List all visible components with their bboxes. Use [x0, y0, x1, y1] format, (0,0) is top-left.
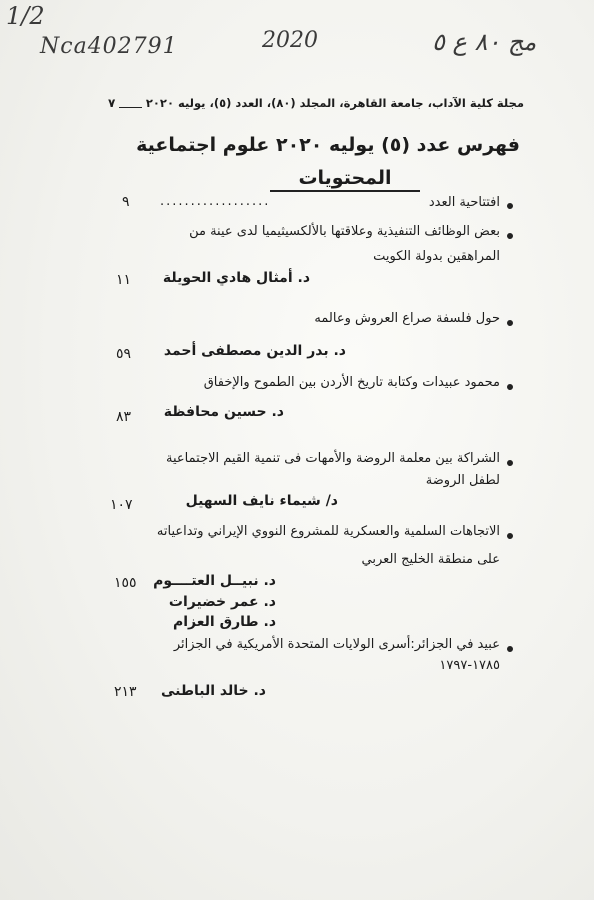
entry-title-continued: المراهقين بدولة الكويت — [373, 249, 500, 264]
page-number: ٨٣ — [116, 409, 132, 425]
bullet — [507, 203, 513, 209]
entry-author: د. طارق العزام — [173, 614, 276, 630]
page-number: ١٥٥ — [114, 575, 137, 591]
leader-dots: .................. — [160, 194, 271, 209]
bullet — [507, 533, 513, 539]
entry-author: د. أمثال هادي الحويلة — [162, 270, 310, 286]
entry-author: د. بدر الدين مصطفى أحمد — [163, 343, 346, 359]
opening-label: افتتاحية العدد — [428, 195, 500, 210]
bullet — [507, 460, 513, 466]
bullet — [507, 646, 513, 652]
contents-heading: المحتويات — [270, 166, 420, 192]
entry-author: د. عمر خضيرات — [168, 594, 276, 610]
bullet — [507, 384, 513, 390]
entry-author: د. نبيــل العتــــوم — [153, 573, 276, 589]
entry-title: الاتجاهات السلمية والعسكرية للمشروع النووي الإيراني وتداعياته — [156, 524, 500, 539]
header-rule — [119, 99, 142, 108]
page-number: ٩ — [122, 194, 130, 210]
entry-title: الشراكة بين معلمة الروضة والأمهات فى تنمية القيم الاجتماعية — [166, 451, 500, 466]
header-journal-line: مجلة كلية الآداب، جامعة القاهرة، المجلد (٨٠)، العدد (٥)، يوليه ٢٠٢٠ — [145, 96, 524, 110]
page-number: ١٠٧ — [110, 497, 133, 513]
entry-title: حول فلسفة صراع العروش وعالمه — [314, 311, 500, 326]
running-header — [108, 93, 524, 113]
page-number: ٥٩ — [116, 346, 132, 362]
page-number: ١١ — [116, 272, 132, 288]
entry-title: محمود عبيدات وكتابة تاريخ الأردن بين الطموح والإخفاق — [203, 375, 500, 390]
header-page-number: ٧ — [108, 96, 116, 110]
entry-author: د. حسين محافظة — [163, 404, 284, 420]
entry-title: عبيد في الجزائر:أسرى الولايات المتحدة الأمريكية في الجزائر — [173, 637, 500, 652]
page-title: فهرس عدد (٥) يوليه ٢٠٢٠ علوم اجتماعية — [136, 134, 520, 156]
entry-author: د. خالد الباطنى — [160, 683, 266, 699]
page-number: ٢١٣ — [114, 684, 137, 700]
entry-title-continued: على منطقة الخليج العربي — [361, 552, 500, 567]
entry-author: د/ شيماء نايف السهيل — [185, 493, 338, 509]
handwritten-fraction: 1/2 — [6, 2, 45, 30]
bullet — [507, 320, 513, 326]
entry-title: بعض الوظائف التنفيذية وعلاقتها بالألكسيثيميا لدى عينة من — [189, 224, 500, 239]
handwritten-volume-note: مج ٨٠ ع ٥ — [432, 28, 537, 56]
entry-title-continued: ١٧٨٥-١٧٩٧ — [439, 658, 500, 673]
bullet — [507, 233, 513, 239]
handwritten-year: 2020 — [262, 28, 318, 53]
handwritten-code: Nca402791 — [40, 34, 178, 59]
entry-title-continued: لطفل الروضة — [425, 473, 500, 488]
